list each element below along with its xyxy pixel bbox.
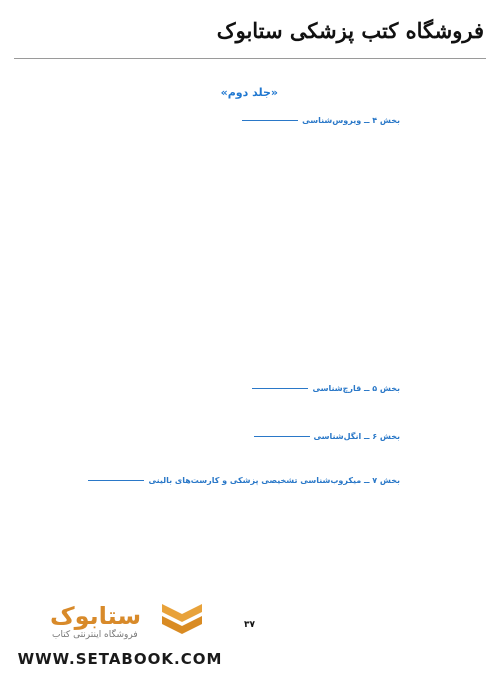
website-url[interactable]: WWW.SETABOOK.COM [17,650,223,668]
logo-tagline: فروشگاه اینترنتی کتاب [52,630,138,640]
part-rule [242,120,298,121]
part-title: بخش ۷ ــ میکروب‌شناسی تشخیصی پزشکی و کارست‌های بالینی [148,476,400,485]
page-title: فروشگاه کتب پزشکی ستابوک [216,18,484,43]
part-title: بخش ۵ ــ قارچ‌شناسی [312,384,400,393]
page-number: ۳۷ [244,620,255,630]
part-heading [242,116,400,125]
part-rule [88,480,144,481]
part-heading [88,476,400,485]
part-rule [254,436,310,437]
volume-label: «جلد دوم» [220,86,278,99]
logo-brand: ستابوک [50,602,142,630]
part-title: بخش ۶ ــ انگل‌شناسی [313,432,400,441]
part-heading [252,384,400,393]
part-heading [254,432,400,441]
logo-arrow-icon [160,602,204,636]
part-title: بخش ۴ ــ ویروس‌شناسی [302,116,400,125]
setabook-logo[interactable] [10,600,260,640]
part-rule [252,388,308,389]
